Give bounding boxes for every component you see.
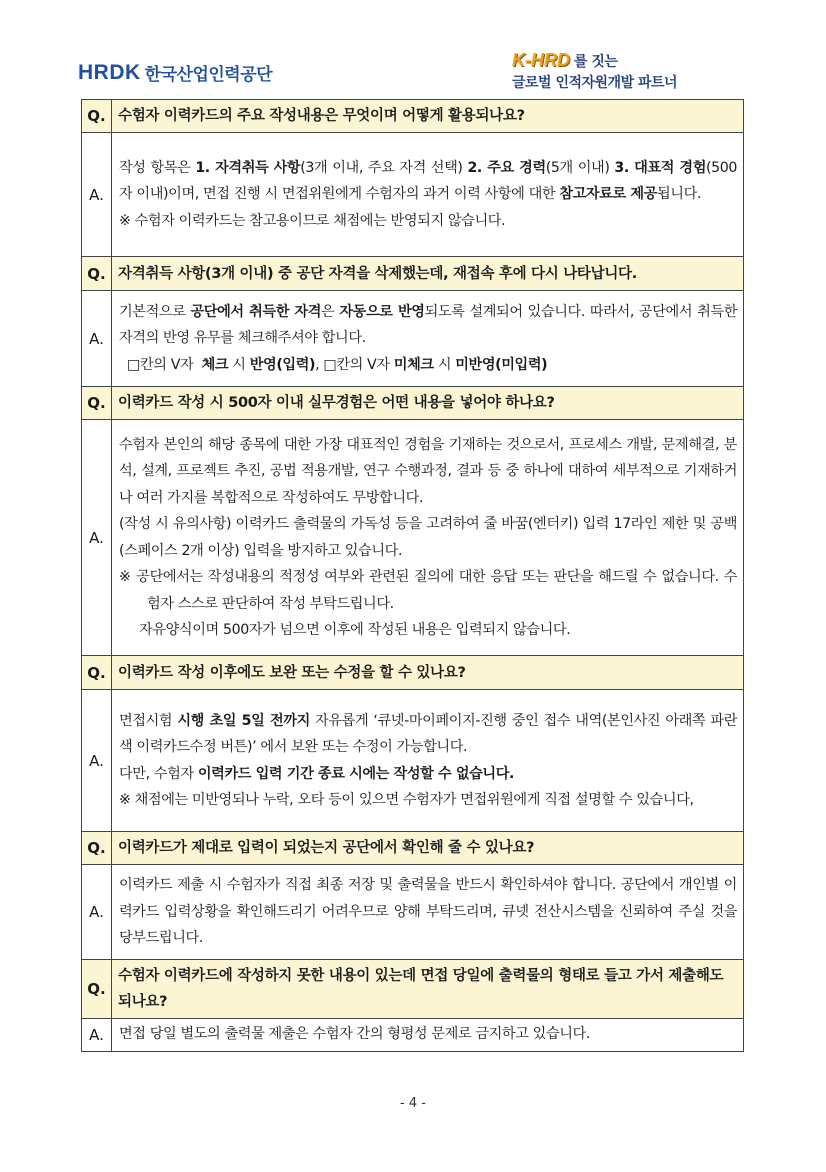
answer-note: ※ 공단에서는 작성내용의 적정성 여부와 관련된 질의에 대한 응답 또는 판단을 해드릴 수 없습니다. 수험자 스스로 판단하여 작성 부탁드립니다. — [119, 569, 737, 612]
answer-text: 면접 당일 별도의 출력물 제출은 수험자 간의 형평성 문제로 금지하고 있습니다. — [112, 1018, 744, 1051]
question-text: 이력카드가 제대로 입력이 되었는지 공단에서 확인해 줄 수 있나요? — [112, 832, 744, 865]
question-text: 이력카드 작성 이후에도 보완 또는 수정을 할 수 있나요? — [112, 656, 744, 690]
page-header — [0, 0, 826, 100]
slogan-brand: K-HRD — [512, 50, 570, 70]
faq-answer-row — [82, 291, 744, 387]
question-label: Q. — [82, 656, 112, 690]
slogan-line1: 를 짓는 — [574, 54, 618, 70]
answer-note: ※ 채점에는 미반영되나 누락, 오타 등이 있으면 수험자가 면접위원에게 직접 설명할 수 있습니다, — [119, 792, 694, 808]
question-label: Q. — [82, 832, 112, 865]
answer-label: A. — [82, 420, 112, 656]
page-number: - 4 - — [400, 1096, 426, 1111]
hrdk-logo — [78, 60, 272, 85]
faq-answer-row — [82, 865, 744, 960]
answer-label: A. — [82, 1018, 112, 1051]
question-label: Q. — [82, 100, 112, 133]
faq-answer-row — [82, 133, 744, 257]
faq-answer-row — [82, 1018, 744, 1051]
faq-question-row — [82, 832, 744, 865]
question-text: 수험자 이력카드에 작성하지 못한 내용이 있는데 면접 당일에 출력물의 형태로 들고 가서 제출해도 되나요? — [112, 959, 744, 1018]
slogan-logo — [512, 50, 732, 94]
faq-question-row — [82, 257, 744, 291]
question-label: Q. — [82, 959, 112, 1018]
answer-label: A. — [82, 133, 112, 257]
hrdk-logo-mark: HRDK — [78, 60, 141, 84]
question-text: 이력카드 작성 시 500자 이내 실무경험은 어떤 내용을 넣어야 하나요? — [112, 387, 744, 420]
faq-question-row — [82, 387, 744, 420]
slogan-line2: 글로벌 인적자원개발 파트너 — [512, 75, 678, 91]
faq-question-row — [82, 656, 744, 690]
question-text: 자격취득 사항(3개 이내) 중 공단 자격을 삭제했는데, 재접속 후에 다시 나타납니다. — [112, 257, 744, 291]
answer-label: A. — [82, 291, 112, 387]
answer-note: ※ 수험자 이력카드는 참고용이므로 채점에는 반영되지 않습니다. — [119, 212, 506, 229]
faq-table — [81, 99, 744, 1052]
answer-label: A. — [82, 865, 112, 960]
faq-answer-row — [82, 420, 744, 656]
answer-text: 기본적으로 공단에서 취득한 자격은 자동으로 반영되도록 설계되어 있습니다. 따라서, 공단에서 취득한 자격의 반영 유무를 체크해주셔야 합니다. □칸의 V자 체크 시 반영(입력), □칸의 V자 미체크 시 미반영(미입력) — [112, 291, 744, 387]
answer-text: 이력카드 제출 시 수험자가 직접 최종 저장 및 출력물을 반드시 확인하셔야 합니다. 공단에서 개인별 이력카드 입력상황을 확인해드리기 어려우므로 양해 부탁드리며, 큐넷 전산시스템을 신뢰하여 주실 것을 당부드립니다. — [112, 865, 744, 960]
faq-question-row — [82, 100, 744, 133]
question-label: Q. — [82, 387, 112, 420]
faq-question-row — [82, 959, 744, 1018]
faq-answer-row — [82, 690, 744, 832]
answer-label: A. — [82, 690, 112, 832]
question-label: Q. — [82, 257, 112, 291]
answer-text: 작성 항목은 1. 자격취득 사항(3개 이내, 주요 자격 선택) 2. 주요 경력(5개 이내) 3. 대표적 경험(500자 이내)이며, 면접 진행 시 면접위원에게 수험자의 과거 이력 사항에 대한 참고자료로 제공됩니다. ※ 수험자 이력카드는 참고용이므로 채점에는 반영되지 않습니다. — [112, 133, 744, 257]
answer-text: 면접시험 시행 초일 5일 전까지 자유롭게 ‘큐넷-마이페이지-진행 중인 접수 내역(본인사진 아래쪽 파란색 이력카드수정 버튼)’ 에서 보완 또는 수정이 가능합니다. 다만, 수험자 이력카드 입력 기간 종료 시에는 작성할 수 없습니다. ※ 채점에는 미반영되나 누락, 오타 등이 있으면 수험자가 면접위원에게 직접 설명할 수 있습니다, — [112, 690, 744, 832]
answer-text: 수험자 본인의 해당 종목에 대한 가장 대표적인 경험을 기재하는 것으로서, 프로세스 개발, 문제해결, 분석, 설계, 프로젝트 추진, 공법 적용개발, 연구 수행과정, 결과 등 중 하나에 대하여 세부적으로 기재하거나 여러 가지를 복합적으로 작성하여도 무방합니다. (작성 시 유의사항) 이력카드 출력물의 가독성 등을 고려하여 줄 바꿈(엔터키) 입력 17라인 제한 및 공백(스페이스 2개 이상) 입력을 방지하고 있습니다. ※ 공단에서는 작성내용의 적정성 여부와 관련된 질의에 대한 응답 또는 판단을 해드릴 수 없습니다. 수험자 스스로 판단하여 작성 부탁드립니다. 자유양식이며 500자가 넘으면 이후에 작성된 내용은 입력되지 않습니다. — [112, 420, 744, 656]
question-text: 수험자 이력카드의 주요 작성내용은 무엇이며 어떻게 활용되나요? — [112, 100, 744, 133]
hrdk-org-name: 한국산업인력공단 — [144, 65, 273, 85]
